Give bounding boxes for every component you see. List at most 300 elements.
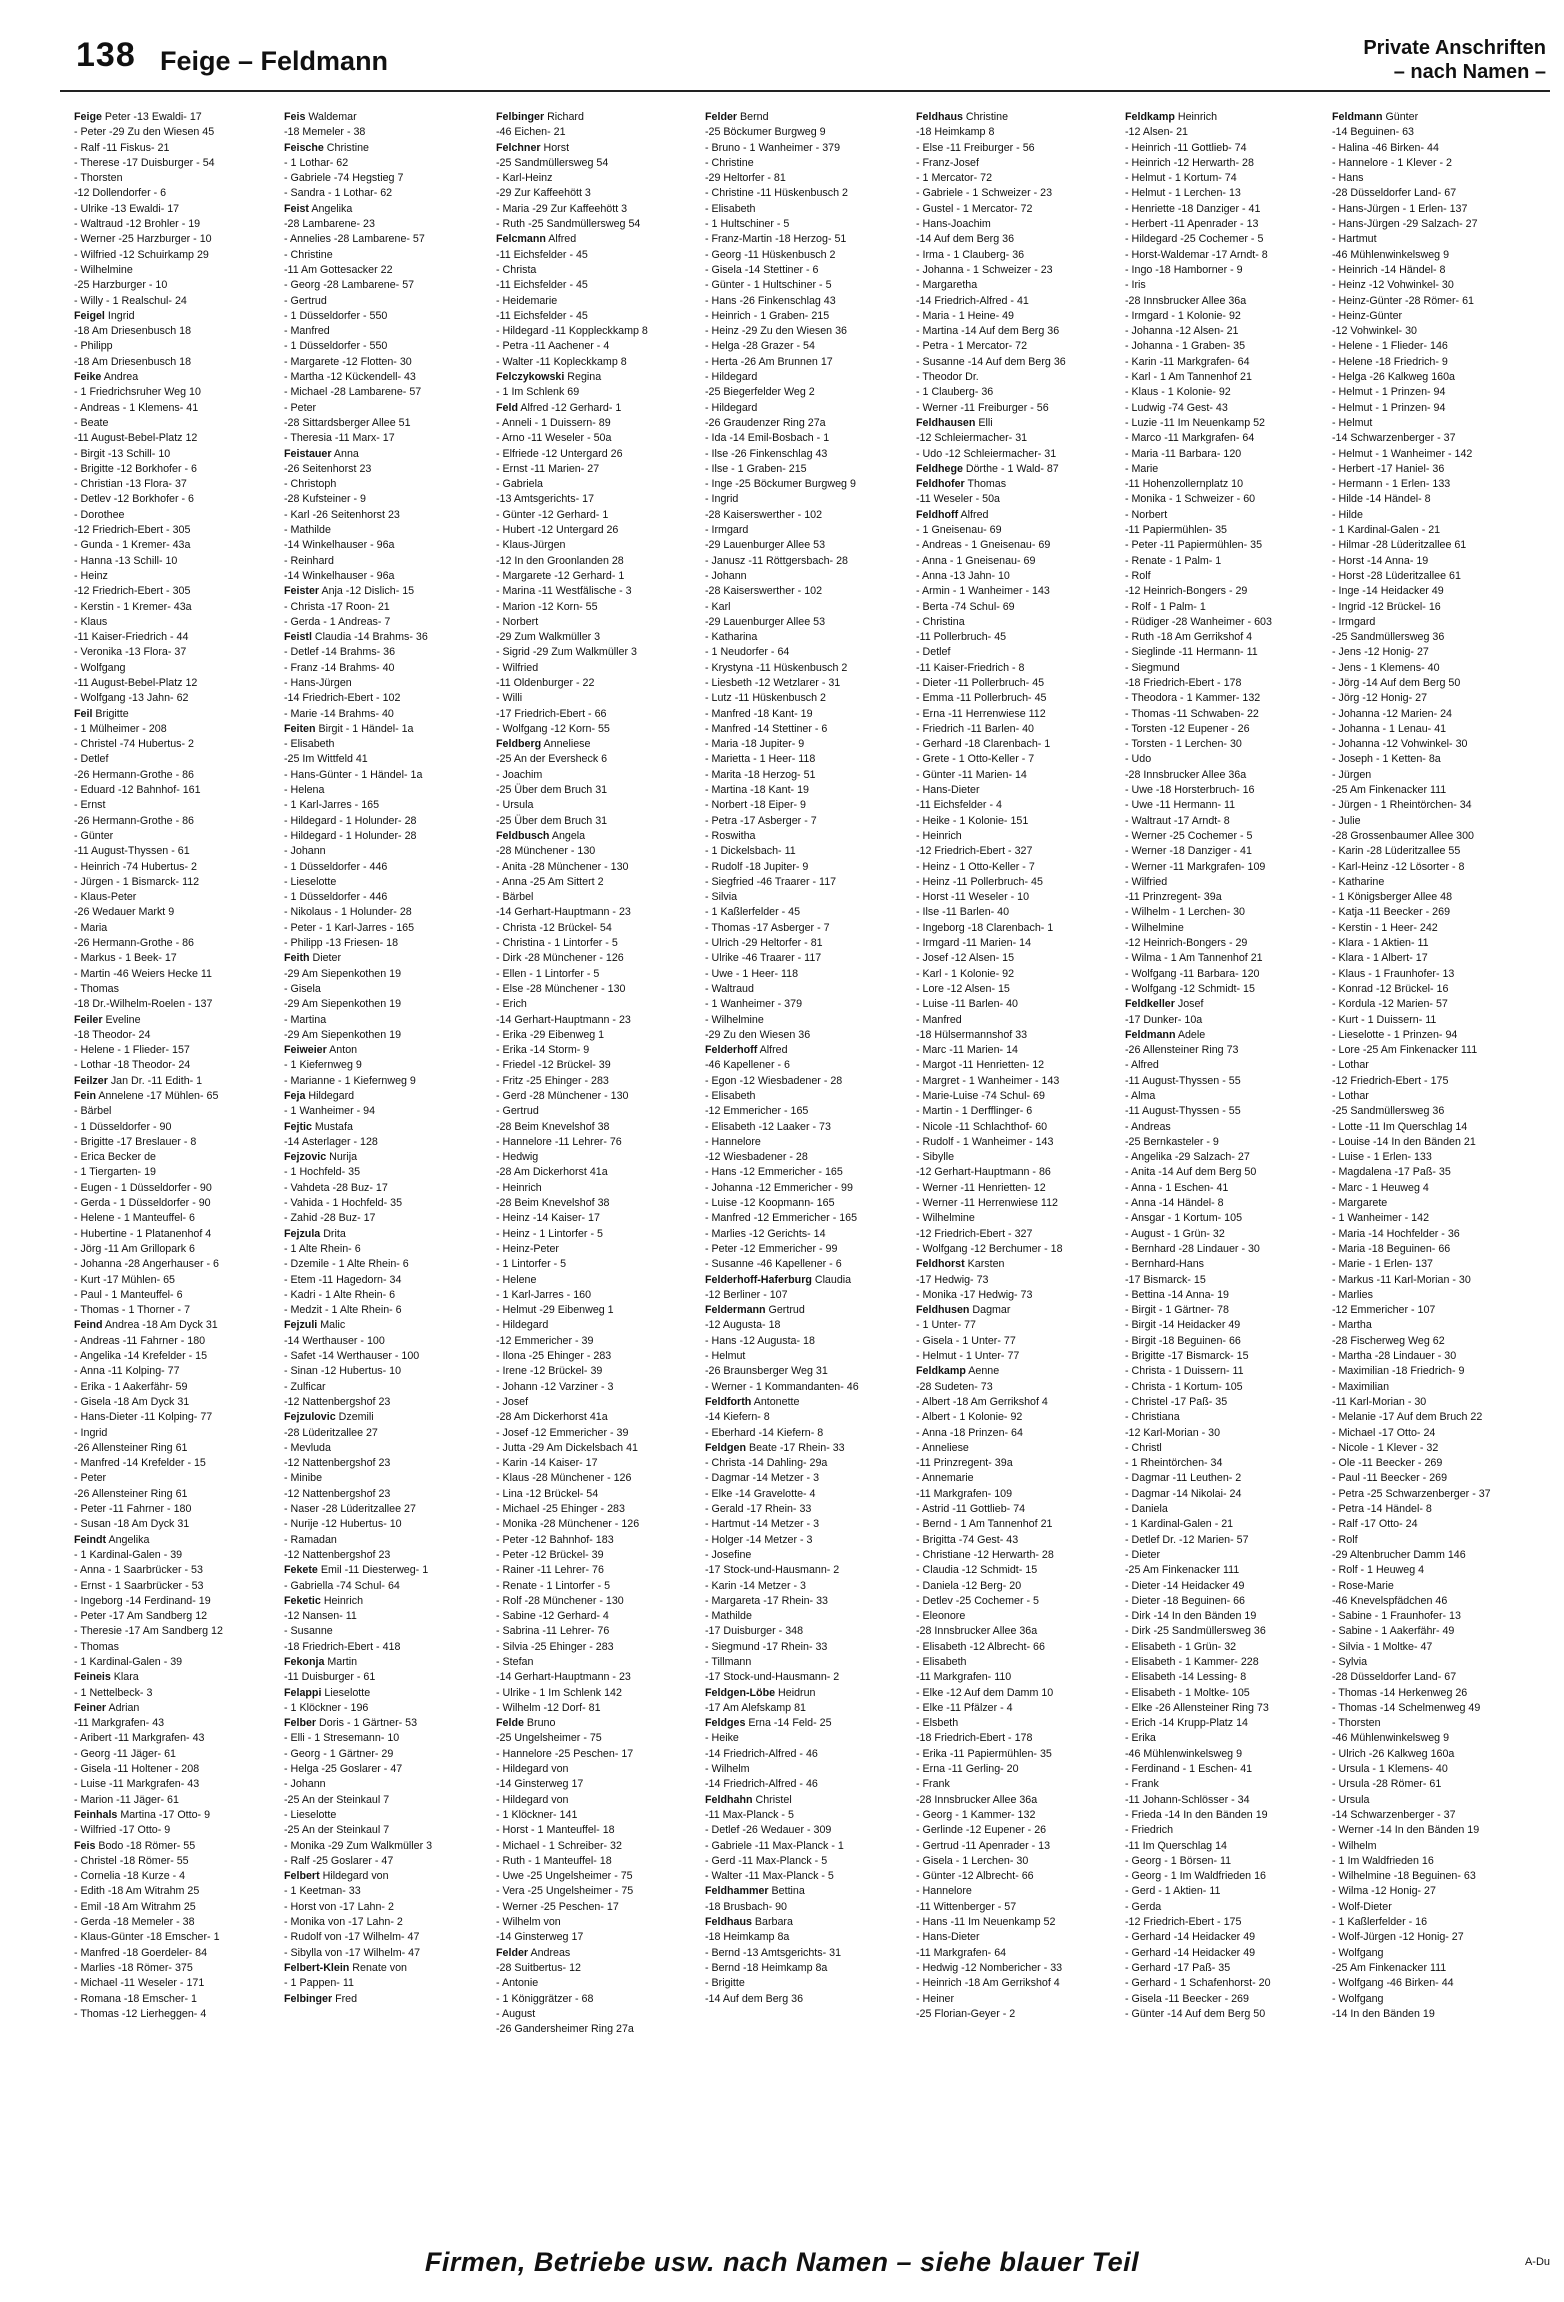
listing-entry: [74, 1349, 244, 1364]
entry-text: - Jens - 1 Klemens- 40: [1332, 661, 1440, 674]
entry-text: -11 Kaiser-Friedrich - 44: [74, 631, 189, 644]
surname: Feis: [74, 1839, 96, 1852]
listing-entry: [74, 1028, 244, 1043]
listing-entry: [284, 141, 454, 156]
listing-entry: [1125, 661, 1295, 676]
surname: Feldhege: [916, 462, 963, 475]
entry-text: -17 Dunker- 10a: [1125, 1013, 1203, 1026]
entry-text: - Armin - 1 Wanheimer - 143: [916, 585, 1050, 598]
entry-text: - Gisela -14 Stettiner - 6: [705, 263, 819, 276]
surname: Feldhusen: [916, 1304, 970, 1317]
surname: Feiten: [284, 722, 316, 735]
entry-text: - Klaus - 1 Fraunhofer- 13: [1332, 967, 1455, 980]
entry-text: -25 Biegerfelder Weg 2: [705, 386, 815, 399]
listing-entry: [284, 752, 454, 767]
entry-text: - Heinz -12 Vohwinkel- 30: [1332, 279, 1454, 292]
listing-entry: [284, 492, 454, 507]
entry-text: -25 An der Eversheck 6: [496, 753, 608, 766]
entry-text: -28 Kaiserswerther - 102: [705, 585, 823, 598]
entry-text: - Margret - 1 Wanheimer - 143: [916, 1074, 1060, 1087]
entry-text: - Ralf -17 Otto- 24: [1332, 1518, 1418, 1531]
listing-entry: [1332, 1471, 1550, 1486]
listing-entry: [284, 875, 454, 890]
entry-text: -14 Friedrich-Ebert - 102: [284, 692, 401, 705]
listing-entry: [74, 1762, 244, 1777]
listing-entry: [74, 691, 244, 706]
entry-text: - Birgit -13 Schill- 10: [74, 447, 171, 460]
entry-text: - Elli - 1 Stresemann- 10: [284, 1732, 400, 1745]
entry-text: -13 Amtsgerichts- 17: [496, 493, 595, 506]
section-heading-line2: – nach Namen –: [1393, 61, 1546, 83]
entry-text: - Wilhelmine: [705, 1013, 764, 1026]
listing-entry: [496, 1517, 666, 1532]
listing-entry: [496, 1380, 666, 1395]
entry-text: -28 Düsseldorfer Land- 67: [1332, 187, 1457, 200]
listing-entry: [1332, 370, 1550, 385]
entry-text: - Franz-Josef: [916, 156, 979, 169]
entry-text: - Ferdinand - 1 Eschen- 41: [1125, 1763, 1253, 1776]
listing-entry: [284, 829, 454, 844]
listing-entry: [74, 1731, 244, 1746]
entry-text: - 1 Düsseldorfer - 90: [74, 1120, 172, 1133]
listing-entry: [496, 523, 666, 538]
entry-text: - Ralf -25 Goslarer - 47: [284, 1854, 394, 1867]
entry-text: - Elisabeth - 1 Moltke- 105: [1125, 1686, 1250, 1699]
listing-entry: [705, 248, 875, 263]
entry-text: - 1 Tiergarten- 19: [74, 1166, 156, 1179]
entry-text: - Petra - 1 Mercator- 72: [916, 340, 1028, 353]
surname: Feldhausen: [916, 416, 976, 429]
entry-text: Dagmar: [969, 1304, 1011, 1317]
listing-entry: [496, 1777, 666, 1792]
listing-entry: [284, 1777, 454, 1792]
listing-entry: [284, 1900, 454, 1915]
listing-entry: [916, 156, 1086, 171]
entry-text: - Herbert -11 Apenrader - 13: [1125, 218, 1259, 231]
listing-entry: [1125, 1227, 1295, 1242]
listing-entry: [496, 798, 666, 813]
entry-text: - Wilfried: [1125, 875, 1168, 888]
entry-text: - Christine: [705, 156, 754, 169]
listing-entry: [74, 1104, 244, 1119]
listing-entry: [1332, 1074, 1550, 1089]
entry-text: - Hans-Dieter -11 Kolping- 77: [74, 1411, 213, 1424]
entry-text: - Thomas -17 Asberger - 7: [705, 921, 830, 934]
entry-text: - Hildegard - 1 Holunder- 28: [284, 814, 417, 827]
entry-text: - Uwe -18 Horsterbruch- 16: [1125, 784, 1255, 797]
entry-text: Gertrud: [765, 1304, 805, 1317]
listing-entry: [1332, 1563, 1550, 1578]
listing-entry: [705, 752, 875, 767]
entry-text: Barbara: [751, 1916, 793, 1929]
listing-entry: [74, 921, 244, 936]
entry-text: - Heinz -29 Zu den Wiesen 36: [705, 325, 847, 338]
entry-text: - Werner -11 Herrenwiese 112: [916, 1197, 1058, 1210]
entry-text: -18 Heimkamp 8a: [705, 1931, 790, 1944]
entry-text: Anneliese: [541, 738, 591, 751]
surname: Feige: [74, 111, 102, 123]
listing-entry: [1332, 1900, 1550, 1915]
entry-text: - Johanna - 1 Schweizer - 23: [916, 263, 1053, 276]
listing-entry: [705, 1120, 875, 1135]
entry-text: - 1 Düsseldorfer - 446: [284, 860, 388, 873]
listing-entry: [1125, 645, 1295, 660]
listing-entry: [1125, 1701, 1295, 1716]
listing-entry: [284, 110, 454, 125]
listing-entry: [916, 1227, 1086, 1242]
surname: Feldkamp: [1125, 111, 1175, 123]
listing-entry: [705, 1150, 875, 1165]
entry-text: - Marion -12 Korn- 55: [496, 600, 598, 613]
listing-entry: [1332, 600, 1550, 615]
listing-entry: [705, 431, 875, 446]
listing-entry: [284, 1808, 454, 1823]
entry-text: - Ulrike -13 Ewaldi- 17: [74, 202, 180, 215]
listing-entry: [284, 186, 454, 201]
listing-entry: [1332, 447, 1550, 462]
entry-text: -12 Dollendorfer - 6: [74, 187, 167, 200]
entry-text: - Hans-Jürgen -29 Salzach- 27: [1332, 218, 1478, 231]
listing-entry: [74, 1624, 244, 1639]
entry-text: -11 Wittenberger - 57: [916, 1900, 1017, 1913]
listing-entry: [496, 232, 666, 247]
entry-text: - Erika -14 Storm- 9: [496, 1044, 590, 1057]
listing-entry: [74, 1900, 244, 1915]
surname: Feldhaus: [705, 1916, 752, 1929]
entry-text: - Elisabeth - 1 Grün- 32: [1125, 1640, 1237, 1653]
listing-entry: [1332, 1946, 1550, 1961]
listing-entry: [284, 1533, 454, 1548]
listing-entry: [1332, 1884, 1550, 1899]
listing-entry: [74, 508, 244, 523]
listing-entry: [705, 1548, 875, 1563]
listing-entry: [74, 1884, 244, 1899]
listing-entry: [284, 263, 454, 278]
listing-entry: [74, 1013, 244, 1028]
surname: Feindt: [74, 1533, 107, 1546]
listing-entry: [916, 1777, 1086, 1792]
entry-text: - Marco -11 Markgrafen- 64: [1125, 432, 1255, 445]
entry-text: - Maria - 1 Heine- 49: [916, 309, 1015, 322]
entry-text: Beate -17 Rhein- 33: [745, 1441, 845, 1454]
listing-entry: [916, 477, 1086, 492]
entry-text: - Hans -12 Augusta- 18: [705, 1334, 815, 1347]
listing-entry: [496, 492, 666, 507]
listing-entry: [1332, 492, 1550, 507]
entry-text: - Angelika -29 Salzach- 27: [1125, 1151, 1250, 1164]
listing-entry: [916, 1915, 1086, 1930]
entry-text: - Nicole -11 Schlachthof- 60: [916, 1120, 1048, 1133]
listing-entry: [916, 1793, 1086, 1808]
entry-text: -12 Nansen- 11: [284, 1610, 357, 1623]
listing-entry: [284, 278, 454, 293]
entry-text: - Alma: [1125, 1090, 1156, 1102]
page-title: Feige – Feldmann: [160, 46, 389, 76]
entry-text: - Petra -14 Händel- 8: [1332, 1503, 1432, 1516]
entry-text: -28 Innsbrucker Allee 36a: [1125, 768, 1247, 781]
entry-text: - Heinrich -18 Am Gerrikshof 4: [916, 1977, 1060, 1990]
entry-text: -14 Werthauser - 100: [284, 1334, 385, 1347]
listing-entry: [1332, 1242, 1550, 1257]
entry-text: -12 Nattenbergshof 23: [284, 1395, 391, 1408]
entry-text: - Luise -11 Barlen- 40: [916, 998, 1018, 1011]
entry-text: - Mevluda: [284, 1441, 331, 1454]
entry-text: - Wilhelmine: [74, 263, 133, 276]
listing-entry: [284, 707, 454, 722]
section-heading-line1: Private Anschriften: [1363, 37, 1546, 59]
surname: Fejtic: [284, 1120, 312, 1133]
entry-text: - Wilhelmine: [1125, 921, 1184, 934]
listing-entry: [496, 416, 666, 431]
entry-text: - Marlies -12 Gerichts- 14: [705, 1227, 826, 1240]
entry-text: - Henriette -18 Danziger - 41: [1125, 202, 1261, 215]
entry-text: - Karin -28 Lüderitzallee 55: [1332, 845, 1461, 858]
listing-entry: [284, 1548, 454, 1563]
entry-text: - Horst -14 Anna- 19: [1332, 554, 1429, 567]
entry-text: - Alfred: [1125, 1059, 1159, 1072]
entry-text: -25 Florian-Geyer - 2: [916, 2007, 1016, 2020]
entry-text: - Hannelore: [705, 1135, 761, 1148]
listing-entry: [284, 1380, 454, 1395]
listing-entry: [1125, 1808, 1295, 1823]
listing-entry: [1332, 1227, 1550, 1242]
entry-text: - Nicole - 1 Klever - 32: [1332, 1441, 1439, 1454]
listing-entry: [496, 1992, 666, 2007]
entry-text: - Helene: [496, 1273, 537, 1286]
entry-text: -28 Düsseldorfer Land- 67: [1332, 1671, 1457, 1684]
listing-entry: [1125, 1150, 1295, 1165]
entry-text: - Edith -18 Am Witrahm 25: [74, 1885, 200, 1898]
listing-entry: [496, 600, 666, 615]
listing-entry: [74, 1961, 244, 1976]
entry-text: - 1 Neudorfer - 64: [705, 646, 790, 659]
listing-column-4: [705, 110, 875, 2150]
entry-text: - Manfred -18 Kant- 19: [705, 707, 813, 720]
entry-text: Claudia: [811, 1273, 852, 1286]
entry-text: - 1 Mülheimer - 208: [74, 722, 167, 735]
listing-entry: [74, 1869, 244, 1884]
listing-entry: [74, 1273, 244, 1288]
listing-entry: [1125, 401, 1295, 416]
listing-entry: [1332, 1854, 1550, 1869]
listing-entry: [916, 1594, 1086, 1609]
listing-entry: [705, 401, 875, 416]
listing-entry: [916, 1058, 1086, 1073]
listing-entry: [1332, 1273, 1550, 1288]
listing-entry: [284, 768, 454, 783]
entry-text: - Karl -26 Seitenhorst 23: [284, 508, 400, 521]
entry-text: - Gerda - 1 Andreas- 7: [284, 615, 391, 628]
entry-text: - Maria -11 Barbara- 120: [1125, 447, 1242, 460]
entry-text: - Eduard -12 Bahnhof- 161: [74, 784, 201, 797]
listing-entry: [916, 462, 1086, 477]
entry-text: Elli: [975, 416, 993, 429]
listing-entry: [916, 1563, 1086, 1578]
listing-entry: [496, 1303, 666, 1318]
entry-text: - Luise -11 Markgrafen- 43: [74, 1778, 200, 1791]
listing-entry: [496, 462, 666, 477]
listing-entry: [496, 1670, 666, 1685]
listing-entry: [916, 1318, 1086, 1333]
entry-text: - Peter -11 Papiermühlen- 35: [1125, 539, 1263, 552]
entry-text: - Ida -14 Emil-Bosbach - 1: [705, 432, 830, 445]
entry-text: -28 Innsbrucker Allee 36a: [916, 1625, 1038, 1638]
surname: Feldgen-Löbe: [705, 1686, 776, 1699]
listing-entry: [916, 1670, 1086, 1685]
entry-text: Alfred: [545, 233, 577, 246]
listing-entry: [705, 324, 875, 339]
listing-entry: [705, 1731, 875, 1746]
entry-text: - Rudolf - 1 Wanheimer - 143: [916, 1135, 1054, 1148]
listing-entry: [74, 1318, 244, 1333]
entry-text: - 1 Kardinal-Galen - 39: [74, 1548, 183, 1561]
listing-entry: [1125, 569, 1295, 584]
listing-entry: [1332, 1533, 1550, 1548]
listing-entry: [916, 263, 1086, 278]
entry-text: - Christa - 1 Duissern- 11: [1125, 1365, 1244, 1378]
surname: Feil: [74, 707, 93, 720]
listing-entry: [496, 385, 666, 400]
entry-text: - Wolfgang -12 Berchumer - 18: [916, 1242, 1063, 1255]
entry-text: - Elke -12 Auf dem Damm 10: [916, 1686, 1054, 1699]
surname: Feinhals: [74, 1808, 118, 1821]
listing-entry: [1125, 2007, 1295, 2022]
entry-text: - Grete - 1 Otto-Keller - 7: [916, 753, 1035, 766]
entry-text: Anton: [326, 1044, 358, 1057]
listing-entry: [284, 431, 454, 446]
entry-text: - Gabriella -74 Schul- 64: [284, 1579, 400, 1592]
entry-text: - 1 Karl-Jarres - 165: [284, 799, 380, 812]
entry-text: - Lieselotte: [284, 1808, 337, 1821]
listing-entry: [74, 600, 244, 615]
listing-entry: [496, 370, 666, 385]
entry-text: - Gisela - 1 Unter- 77: [916, 1334, 1016, 1347]
listing-entry: [1125, 982, 1295, 997]
entry-text: Karsten: [964, 1258, 1005, 1271]
entry-text: - Bärbel: [74, 1105, 112, 1118]
listing-entry: [916, 171, 1086, 186]
entry-text: - Willi: [496, 692, 523, 705]
entry-text: - Christa -17 Roon- 21: [284, 600, 390, 613]
listing-entry: [916, 600, 1086, 615]
entry-text: - Irmgard: [705, 524, 749, 537]
entry-text: - Birgit -18 Beguinen- 66: [1125, 1334, 1241, 1347]
listing-entry: [74, 232, 244, 247]
listing-entry: [1125, 554, 1295, 569]
entry-text: - Uwe -25 Ungelsheimer - 75: [496, 1870, 633, 1883]
entry-text: - Thomas -14 Schelmenweg 49: [1332, 1701, 1481, 1714]
entry-text: - Gustel - 1 Mercator- 72: [916, 202, 1033, 215]
listing-entry: [1125, 156, 1295, 171]
surname: Feldforth: [705, 1395, 752, 1408]
listing-entry: [284, 936, 454, 951]
entry-text: -28 Münchener - 130: [496, 845, 596, 858]
entry-text: -28 Innsbrucker Allee 36a: [916, 1793, 1038, 1806]
listing-entry: [496, 1609, 666, 1624]
entry-text: - Ingo -18 Hamborner - 9: [1125, 263, 1243, 276]
listing-entry: [496, 1410, 666, 1425]
entry-text: -29 Am Siepenkothen 19: [284, 967, 402, 980]
listing-entry: [1125, 1364, 1295, 1379]
entry-text: - Johanna - 1 Lenau- 41: [1332, 722, 1447, 735]
entry-text: - Bernd -18 Heimkamp 8a: [705, 1961, 828, 1974]
listing-entry: [916, 967, 1086, 982]
entry-text: - Detlev -25 Cochemer - 5: [916, 1594, 1039, 1607]
listing-entry: [496, 676, 666, 691]
entry-text: -11 August-Bebel-Platz 12: [74, 676, 198, 689]
entry-text: - Michael -28 Lambarene- 57: [284, 386, 422, 399]
entry-text: - Paul -11 Beecker - 269: [1332, 1472, 1448, 1485]
listing-entry: [74, 1823, 244, 1838]
entry-text: - August - 1 Grün- 32: [1125, 1227, 1225, 1240]
listing-entry: [1332, 1609, 1550, 1624]
listing-entry: [1125, 538, 1295, 553]
entry-text: -28 Am Dickerhorst 41a: [496, 1166, 608, 1179]
entry-text: - Aribert -11 Markgrafen- 43: [74, 1732, 205, 1745]
entry-text: - Petra -25 Schwarzenberger - 37: [1332, 1487, 1491, 1500]
listing-entry: [496, 691, 666, 706]
listing-entry: [1125, 1471, 1295, 1486]
listing-entry: [916, 1303, 1086, 1318]
entry-text: - Rudolf von -17 Wilhelm- 47: [284, 1931, 420, 1944]
entry-text: - Josef -12 Alsen- 15: [916, 952, 1015, 965]
surname: Felchner: [496, 141, 541, 154]
listing-entry: [916, 554, 1086, 569]
entry-text: - Georg - 1 Gärtner- 29: [284, 1747, 394, 1760]
listing-entry: [1332, 936, 1550, 951]
listing-entry: [1125, 1349, 1295, 1364]
entry-text: - Irmgard -11 Marien- 14: [916, 937, 1032, 950]
entry-text: - Luzie -11 Im Neuenkamp 52: [1125, 416, 1265, 429]
listing-entry: [1125, 1211, 1295, 1226]
listing-entry: [284, 1181, 454, 1196]
listing-entry: [496, 1731, 666, 1746]
surname: Felde: [496, 1717, 524, 1730]
listing-entry: [496, 202, 666, 217]
listing-entry: [74, 1395, 244, 1410]
entry-text: - Gisela -11 Holtener - 208: [74, 1763, 200, 1776]
entry-text: - Wolfgang -12 Schmidt- 15: [1125, 982, 1255, 995]
listing-entry: [1332, 860, 1550, 875]
entry-text: - Heinz - 1 Lintorfer - 5: [496, 1227, 603, 1240]
entry-text: - Maria -14 Hochfelder - 36: [1332, 1227, 1460, 1240]
entry-text: -29 Zu den Wiesen 36: [705, 1028, 811, 1041]
listing-entry: [916, 492, 1086, 507]
surname: Feketic: [284, 1594, 321, 1607]
listing-entry: [74, 676, 244, 691]
entry-text: - Hartmut: [1332, 233, 1377, 246]
listing-entry: [496, 1487, 666, 1502]
surname: Feistauer: [284, 447, 332, 460]
listing-entry: [74, 1410, 244, 1425]
entry-text: - Brigitte -17 Bismarck- 15: [1125, 1350, 1249, 1363]
entry-text: -18 Brusbach- 90: [705, 1900, 787, 1913]
entry-text: - Inge -14 Heidacker 49: [1332, 585, 1444, 598]
listing-entry: [74, 477, 244, 492]
entry-text: - Karl-Heinz -12 Lösorter - 8: [1332, 860, 1465, 873]
listing-entry: [1332, 248, 1550, 263]
entry-text: - Gerda - 1 Düsseldorfer - 90: [74, 1197, 211, 1210]
listing-entry: [284, 783, 454, 798]
entry-text: - Brigitte -12 Borkhofer - 6: [74, 462, 197, 475]
entry-text: - Christina - 1 Lintorfer - 5: [496, 937, 618, 950]
listing-entry: [705, 600, 875, 615]
listing-entry: [496, 1839, 666, 1854]
entry-text: - Peter -12 Brückel- 39: [496, 1548, 604, 1561]
listing-entry: [496, 1242, 666, 1257]
listing-entry: [916, 217, 1086, 232]
entry-text: Claudia -14 Brahms- 36: [311, 631, 428, 644]
